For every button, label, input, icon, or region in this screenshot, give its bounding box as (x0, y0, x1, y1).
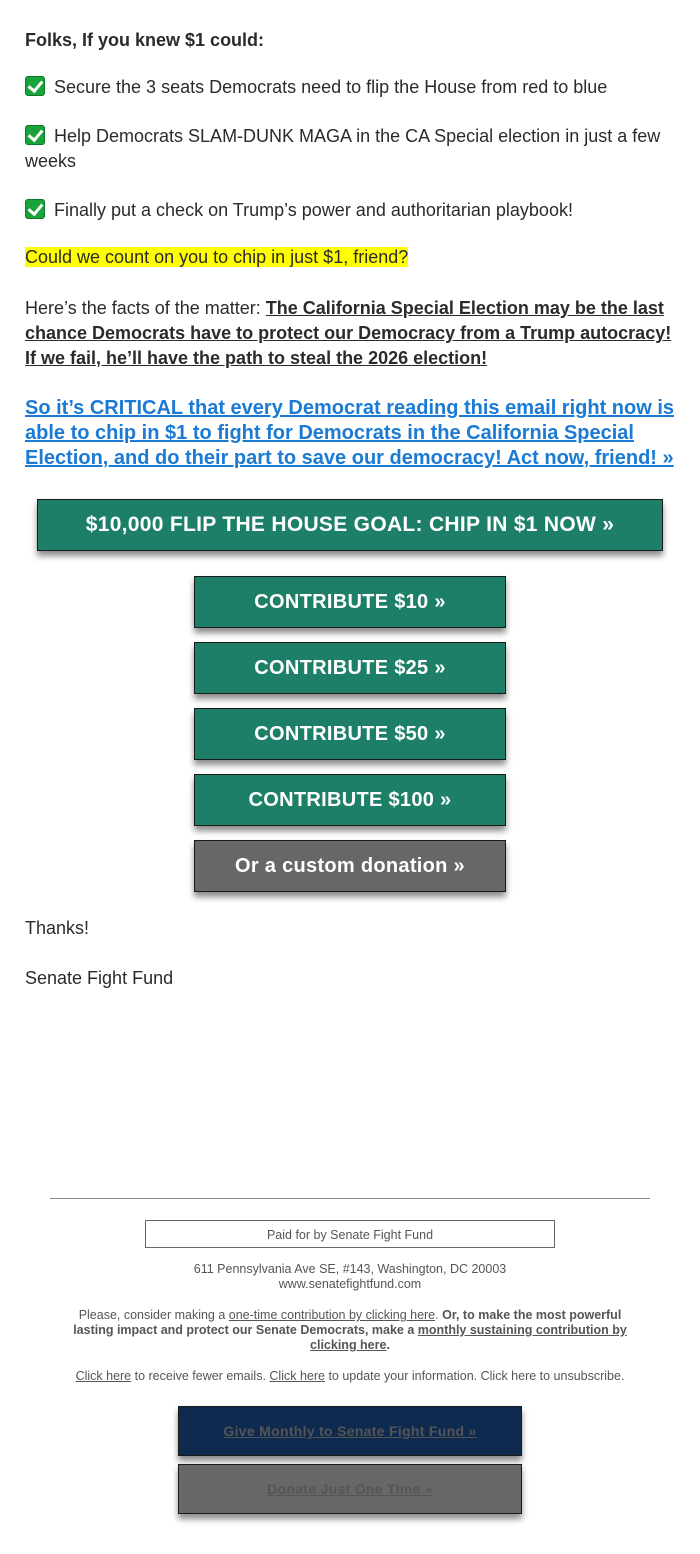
ask-line (25, 245, 675, 270)
checklist-item: Help Democrats SLAM-DUNK MAGA in the CA Special election in just a few weeks (25, 126, 661, 171)
thanks-text: Thanks! (25, 918, 90, 938)
address-block (50, 1262, 650, 1292)
fewer-emails-link[interactable]: Click here (75, 1369, 132, 1383)
goal-donate-button[interactable]: $10,000 FLIP THE HOUSE GOAL: CHIP IN $1 NOW » (37, 499, 663, 551)
update-info-link[interactable]: Click here (269, 1369, 325, 1383)
check-mark-icon (25, 199, 45, 219)
give-monthly-button[interactable]: Give Monthly to Senate Fight Fund » (178, 1406, 522, 1456)
website: www.senatefightfund.com (278, 1277, 422, 1291)
contribute-10-button[interactable]: CONTRIBUTE $10 » (194, 576, 506, 628)
consider-paragraph: Please, consider making a one-time contribution by clicking here. Or, to make the most powerful lasting impact and protect our Senate Democrats, make a monthly sustaining contribution by clicking here. (73, 1308, 627, 1352)
donate-one-time-button[interactable]: Donate Just One Time » (178, 1464, 522, 1514)
paid-for-box: Paid for by Senate Fight Fund (145, 1220, 555, 1248)
critical-link[interactable]: So it’s CRITICAL that every Democrat reading this email right now is able to chip in $1 to fight for Democrats in the California Special Election, and do their part to save our democracy! Act now, friend! » (25, 397, 675, 469)
critical-paragraph (25, 396, 675, 471)
facts-link[interactable]: The California Special Election may be the last chance Democrats have to protect our Democracy from a Trump autocracy! If we fail, he’ll have the path to steal the 2026 election! (25, 298, 672, 368)
check-mark-icon (25, 125, 45, 145)
checklist-item: Secure the 3 seats Democrats need to flip the House from red to blue (25, 75, 675, 100)
contribute-25-button[interactable]: CONTRIBUTE $25 » (194, 642, 506, 694)
email-footer (50, 1198, 650, 1522)
greeting: Folks, If you knew $1 could: (25, 30, 265, 50)
checklist-item: Finally put a check on Trump’s power and authoritarian playbook! (25, 198, 675, 223)
signature: Senate Fight Fund (25, 968, 174, 988)
email-preferences: Click here to receive fewer emails. Click here to update your information. Click here to unsubscribe. (75, 1369, 625, 1383)
custom-donation-button[interactable]: Or a custom donation » (194, 840, 506, 892)
monthly-contribution-link[interactable]: monthly sustaining contribution by clicking here (310, 1323, 627, 1352)
amount-buttons (25, 576, 675, 892)
check-mark-icon (25, 76, 45, 96)
highlighted-ask: Could we count on you to chip in just $1, friend? (25, 247, 409, 267)
facts-intro: Here’s the facts of the matter: (25, 298, 266, 318)
contribute-100-button[interactable]: CONTRIBUTE $100 » (194, 774, 506, 826)
address: 611 Pennsylvania Ave SE, #143, Washington, DC 20003 (193, 1262, 507, 1276)
facts-paragraph (25, 296, 675, 371)
contribute-50-button[interactable]: CONTRIBUTE $50 » (194, 708, 506, 760)
one-time-contribution-link[interactable]: one-time contribution by clicking here (228, 1308, 436, 1322)
